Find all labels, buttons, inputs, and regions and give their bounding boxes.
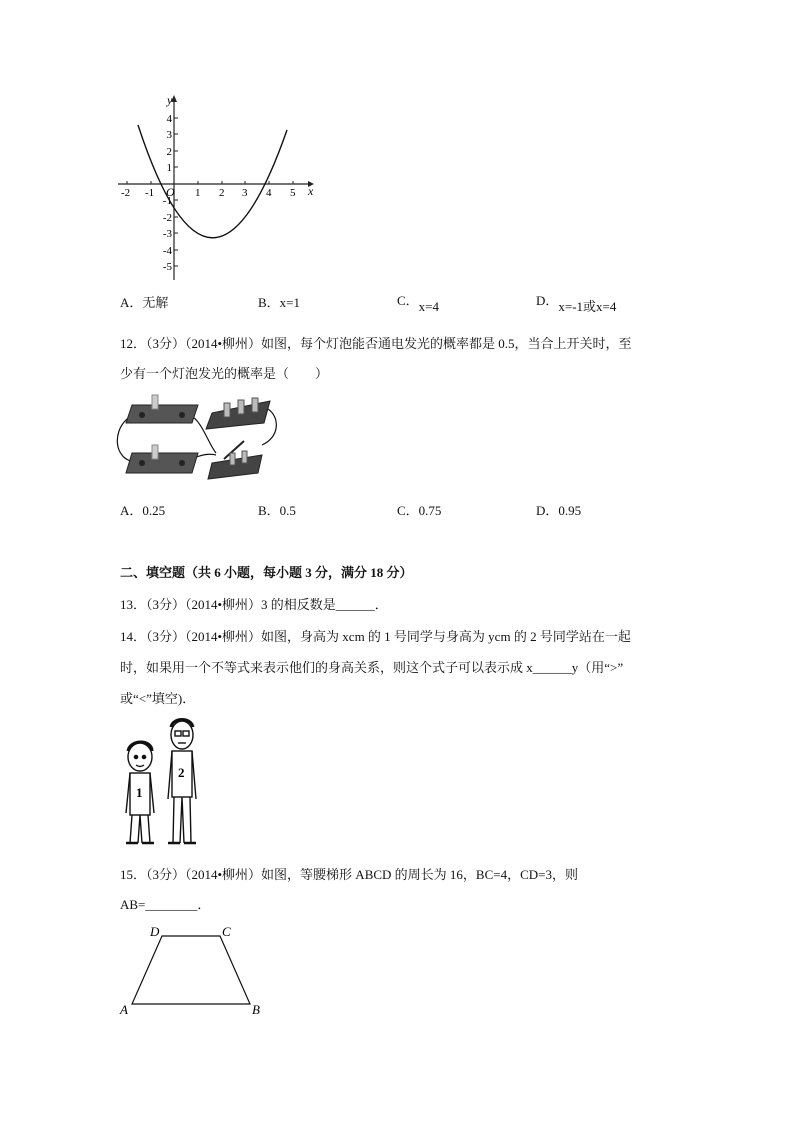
option-text: 0.95 <box>558 503 582 518</box>
switch-post <box>252 398 258 412</box>
q11-option-d <box>536 290 617 314</box>
q12-stem-line1: 12．（3分）（2014•柳州）如图，每个灯泡能否通电发光的概率都是 0.5，当合上开关时，至 <box>120 336 632 351</box>
students-figure <box>118 713 206 849</box>
terminal-icon <box>179 412 185 418</box>
q15-stem-line2: AB=________． <box>120 897 211 912</box>
q12-stem-line2: 少有一个灯泡发光的概率是（ ） <box>120 366 329 381</box>
y-tick-label: -3 <box>162 228 172 240</box>
option-letter: C． <box>397 503 419 518</box>
terminal-icon <box>179 460 185 466</box>
option-text: x=4 <box>418 299 440 314</box>
x-tick-label: 1 <box>195 187 201 199</box>
q14-stem-line3: 或“<”填空)． <box>120 691 196 706</box>
q12-option-b <box>258 500 296 519</box>
q12-option-c <box>397 500 441 519</box>
circuit-figure <box>112 393 284 485</box>
y-tick-label: 4 <box>166 113 172 125</box>
option-letter: B． <box>258 503 280 518</box>
option-text: 0.25 <box>142 503 166 518</box>
option-text: 0.5 <box>279 503 296 518</box>
q11-option-a <box>120 292 168 311</box>
y-tick-label: 2 <box>166 146 172 158</box>
vertex-label-a: A <box>120 1002 128 1017</box>
switch-post <box>230 453 235 465</box>
y-tick-label: -4 <box>162 245 172 257</box>
vertex-label-c: C <box>222 924 231 939</box>
q11-option-c <box>397 290 440 314</box>
switch-post <box>224 403 230 417</box>
vertex-label-b: B <box>252 1002 260 1017</box>
option-letter: B． <box>258 295 280 310</box>
bulb-board <box>126 453 198 473</box>
q15-stem-line1: 15．（3分）（2014•柳州）如图，等腰梯形 ABCD 的周长为 16，BC=4，CD=3，则 <box>120 867 578 882</box>
x-tick-label: -1 <box>145 187 155 199</box>
option-letter: D． <box>536 503 559 518</box>
trapezoid-figure <box>116 922 268 1018</box>
switch-post <box>242 451 247 463</box>
option-text: x=1 <box>279 295 301 310</box>
switch-post <box>238 400 244 414</box>
bulb-board <box>126 405 198 423</box>
q14-stem-line2: 时，如果用一个不等式来表示他们的身高关系，则这个式子可以表示成 x______y（用“>” <box>120 660 624 675</box>
option-letter: C． <box>397 293 419 308</box>
terminal-icon <box>139 460 145 466</box>
q12-option-d <box>536 500 581 519</box>
student-2 <box>168 720 196 844</box>
parabola-curve <box>138 125 287 238</box>
option-text: x=-1或x=4 <box>558 299 617 314</box>
option-text: 0.75 <box>418 503 442 518</box>
option-letter: D． <box>536 293 559 308</box>
y-tick-label: -2 <box>162 212 172 224</box>
bulb-icon <box>152 395 158 409</box>
q11-option-b <box>258 292 300 311</box>
bulb-icon <box>152 445 158 459</box>
x-tick-label: 4 <box>266 187 272 199</box>
trapezoid-shape <box>132 936 250 1004</box>
shirt-number-2: 2 <box>178 765 185 780</box>
y-axis-label: y <box>167 93 173 107</box>
x-tick-label: -2 <box>121 187 131 199</box>
x-tick-label: 3 <box>242 187 248 199</box>
vertex-label-d: D <box>150 924 160 939</box>
x-tick-label: 5 <box>290 187 296 199</box>
x-axis-label: x <box>308 184 314 198</box>
option-text: 无解 <box>142 295 169 310</box>
q13-stem: 13．（3分）（2014•柳州）3 的相反数是______． <box>120 597 388 612</box>
y-tick-label: 1 <box>166 162 172 174</box>
q14-stem-line1: 14．（3分）（2014•柳州）如图，身高为 xcm 的 1 号同学与身高为 ycm 的 2 号同学站在一起 <box>120 629 631 644</box>
y-tick-label: 3 <box>166 129 172 141</box>
option-letter: A． <box>120 503 143 518</box>
y-tick-label: -5 <box>162 261 172 273</box>
origin-label: O <box>166 185 175 199</box>
y-tick-label: -1 <box>162 195 172 207</box>
x-tick-label: 2 <box>219 187 225 199</box>
section-heading: 二、填空题（共 6 小题，每小题 3 分，满分 18 分） <box>120 565 413 580</box>
terminal-icon <box>139 412 145 418</box>
shirt-number-1: 1 <box>136 785 143 800</box>
option-letter: A． <box>120 295 143 310</box>
q12-option-a <box>120 500 165 519</box>
parabola-graph <box>110 90 320 290</box>
